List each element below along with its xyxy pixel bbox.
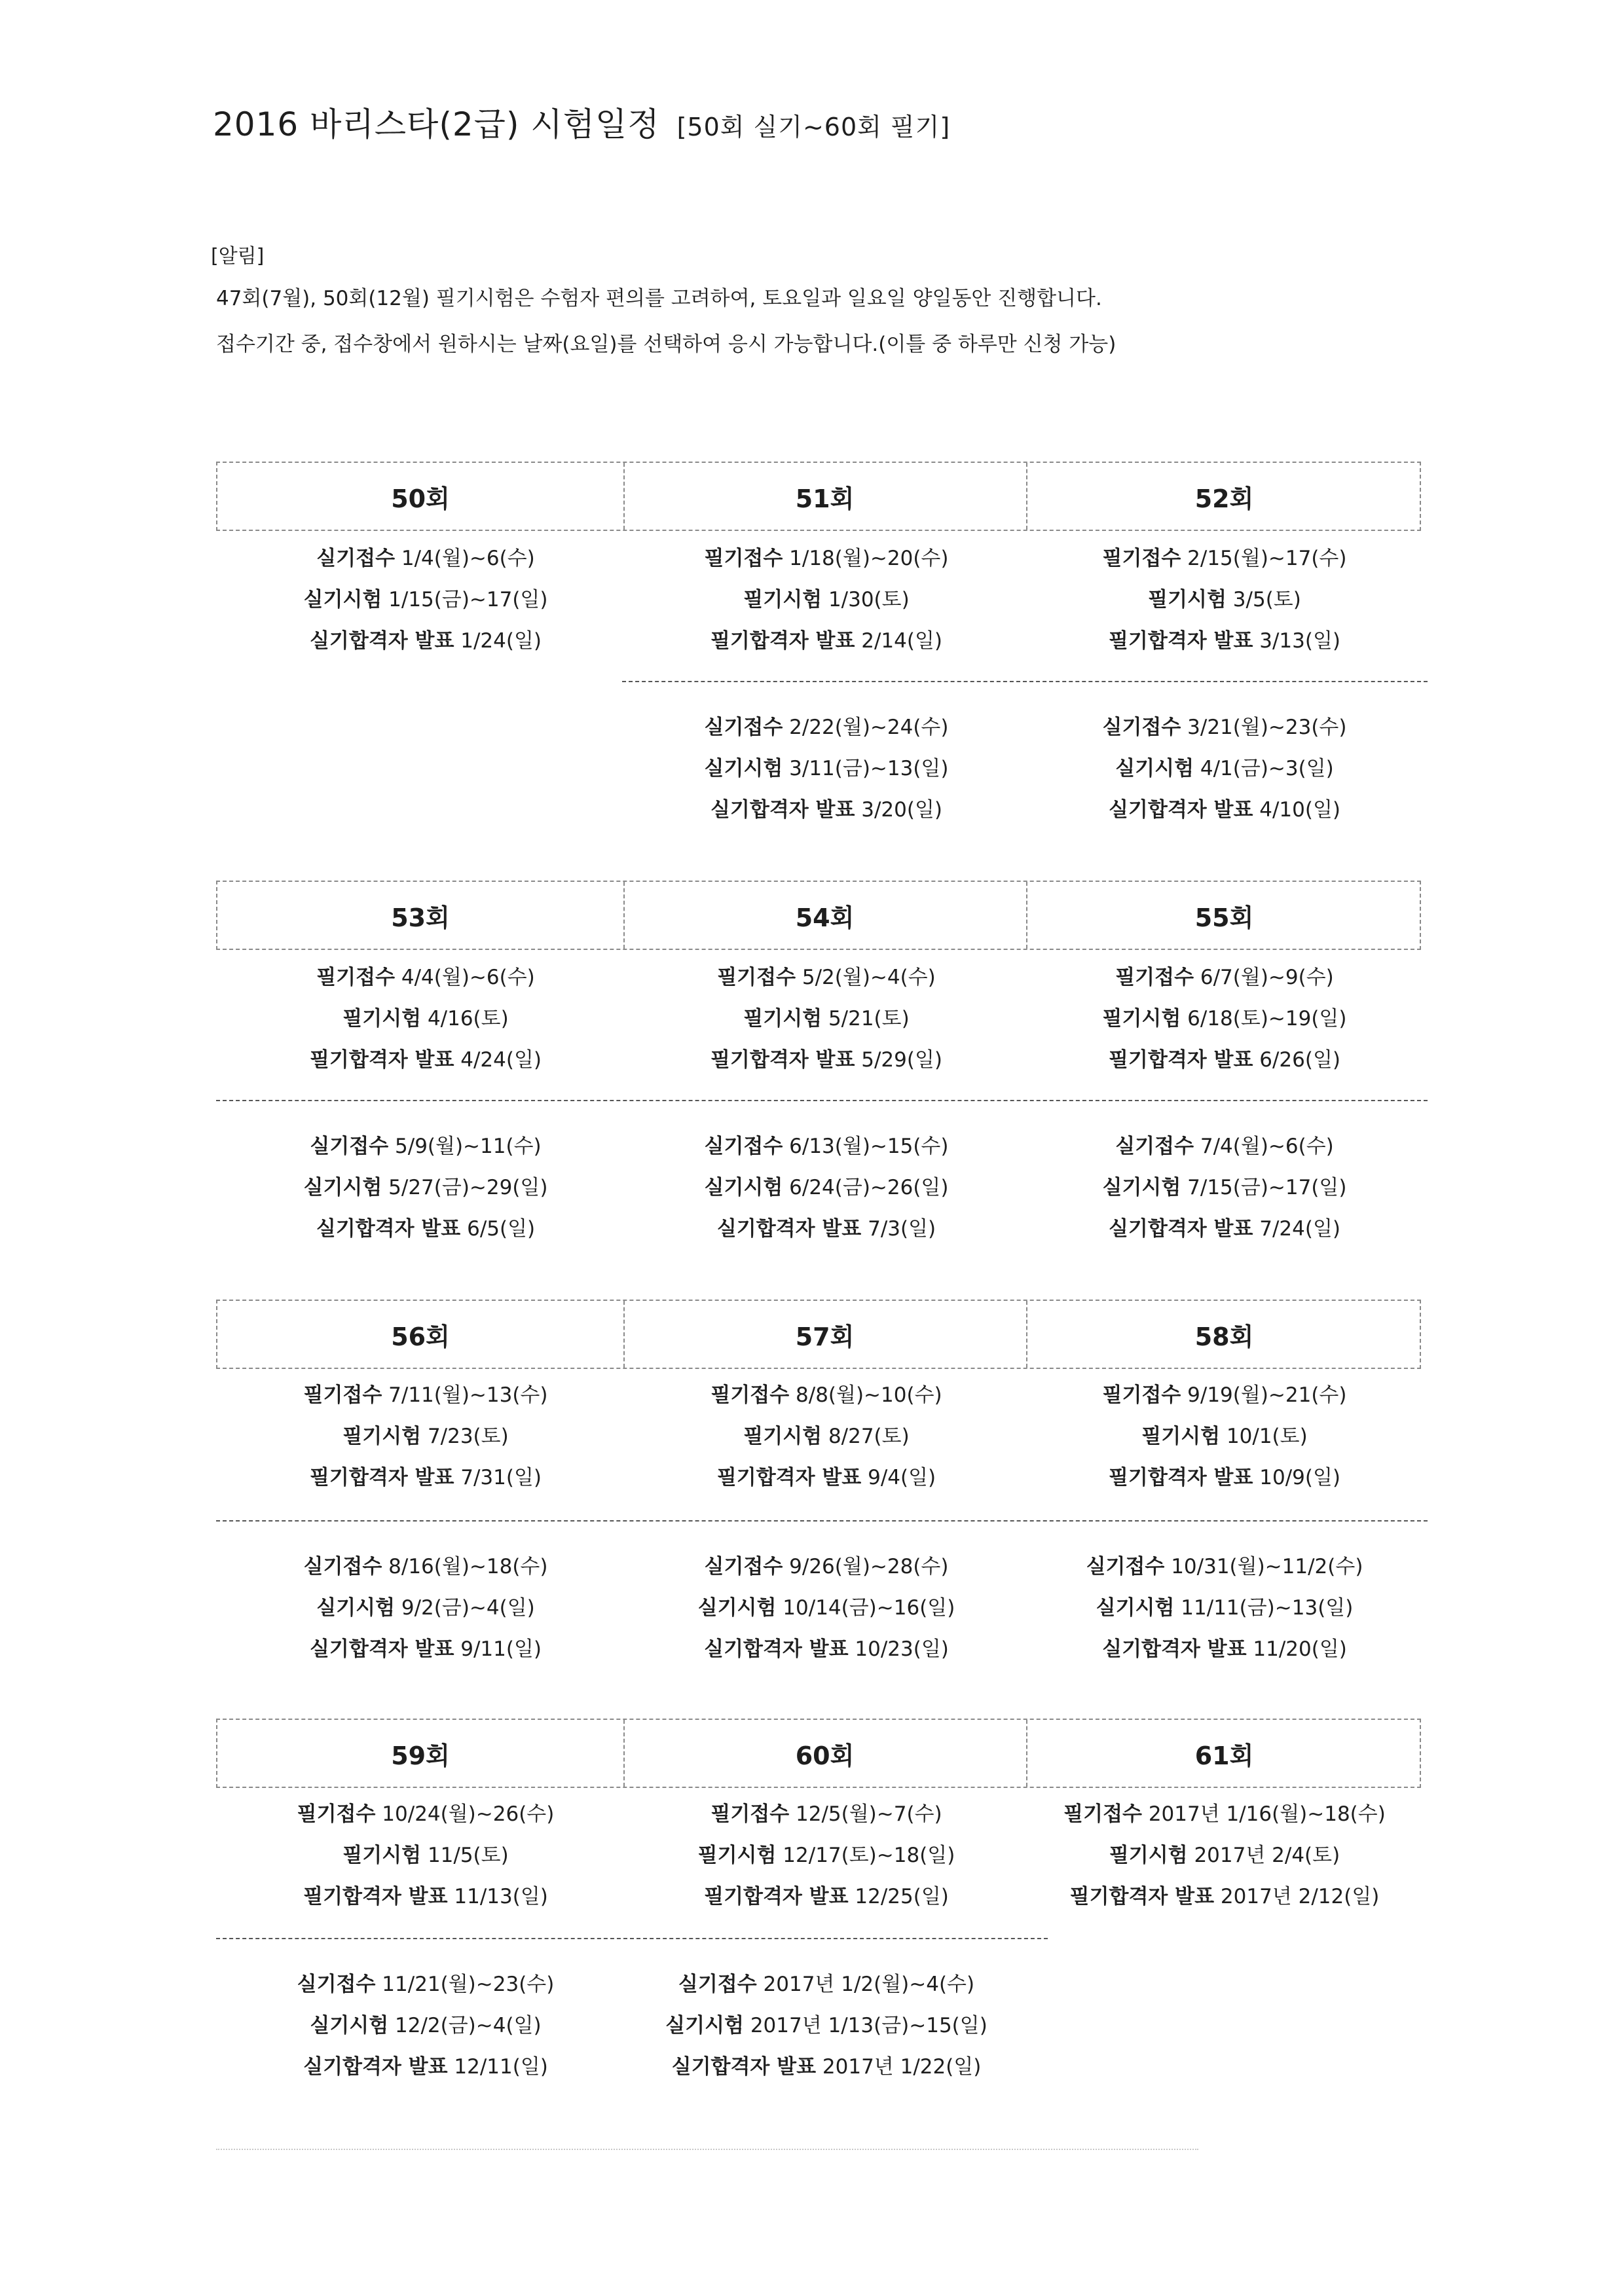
exam-date-value: 10/14(금)~16(일) bbox=[776, 1596, 955, 1620]
exam-date-label: 실기시험 bbox=[1115, 757, 1194, 780]
practical-schedule bbox=[229, 1964, 622, 2088]
written-schedule bbox=[1028, 538, 1421, 662]
registration-label: 실기접수 bbox=[1102, 716, 1181, 739]
exam-date-value: 5/21(토) bbox=[822, 1007, 910, 1030]
written-schedule-result-date bbox=[630, 1040, 1023, 1081]
exam-date-value: 8/27(토) bbox=[822, 1425, 910, 1448]
result-date-label: 실기합격자 발표 bbox=[316, 1217, 461, 1241]
practical-schedule bbox=[630, 1546, 1023, 1670]
result-date-value: 7/31(일) bbox=[454, 1466, 542, 1489]
exam-date-value: 3/5(토) bbox=[1226, 588, 1301, 611]
registration-value: 10/31(월)~11/2(수) bbox=[1164, 1555, 1363, 1578]
exam-date-label: 실기시험 bbox=[704, 757, 783, 780]
practical-schedule-registration bbox=[630, 1126, 1023, 1167]
result-date-value: 9/4(일) bbox=[861, 1466, 936, 1489]
practical-schedule-result-date bbox=[229, 1209, 622, 1250]
registration-value: 10/24(월)~26(수) bbox=[375, 1802, 555, 1826]
practical-schedule-registration bbox=[1028, 1546, 1421, 1588]
registration-value: 3/21(월)~23(수) bbox=[1181, 716, 1347, 739]
practical-schedule bbox=[630, 1126, 1023, 1250]
exam-date-value: 4/1(금)~3(일) bbox=[1194, 757, 1334, 780]
exam-date-value: 4/16(토) bbox=[421, 1007, 509, 1030]
written-schedule-registration bbox=[1028, 957, 1421, 998]
exam-date-label: 필기시험 bbox=[342, 1844, 422, 1867]
registration-label: 필기접수 bbox=[717, 966, 796, 989]
notice-line-2: 접수기간 중, 접수창에서 원하시는 날짜(요일)를 선택하여 응시 가능합니다.(이틀 중 하루만 신청 가능) bbox=[216, 333, 1116, 356]
exam-date-value: 6/18(토)~19(일) bbox=[1181, 1007, 1347, 1030]
registration-label: 필기접수 bbox=[1102, 1383, 1181, 1407]
practical-schedule-exam-date bbox=[1028, 748, 1421, 790]
practical-schedule-result-date bbox=[630, 1629, 1023, 1670]
registration-value: 2/15(월)~17(수) bbox=[1181, 547, 1347, 570]
written-schedule-registration bbox=[630, 1794, 1023, 1835]
header-separator bbox=[623, 463, 625, 530]
section-divider bbox=[216, 1520, 1428, 1522]
written-schedule-registration bbox=[630, 538, 1023, 579]
header-separator bbox=[1026, 1301, 1027, 1368]
written-schedule bbox=[630, 1375, 1023, 1499]
registration-label: 실기접수 bbox=[704, 1555, 783, 1578]
exam-date-value: 1/30(토) bbox=[822, 588, 910, 611]
registration-label: 실기접수 bbox=[1086, 1555, 1165, 1578]
exam-date-label: 실기시험 bbox=[310, 2014, 389, 2037]
registration-value: 9/26(월)~28(수) bbox=[783, 1555, 949, 1578]
exam-date-value: 12/2(금)~4(일) bbox=[388, 2014, 542, 2037]
written-schedule-exam-date bbox=[630, 998, 1023, 1040]
registration-label: 필기접수 bbox=[316, 966, 396, 989]
written-schedule-exam-date bbox=[1028, 1416, 1421, 1457]
result-date-label: 실기합격자 발표 bbox=[1108, 798, 1253, 822]
registration-label: 실기접수 bbox=[704, 1135, 783, 1158]
header-separator bbox=[623, 1301, 625, 1368]
result-date-value: 4/24(일) bbox=[454, 1048, 542, 1072]
registration-label: 실기접수 bbox=[316, 547, 396, 570]
written-schedule-exam-date bbox=[630, 1416, 1023, 1457]
written-schedule-registration bbox=[1028, 538, 1421, 579]
result-date-value: 4/10(일) bbox=[1253, 798, 1341, 822]
round-header-row bbox=[216, 462, 1421, 531]
written-schedule bbox=[229, 1375, 622, 1499]
exam-date-value: 10/1(토) bbox=[1220, 1425, 1308, 1448]
result-date-label: 필기합격자 발표 bbox=[303, 1885, 448, 1908]
round-header-1: 53회 bbox=[391, 903, 450, 932]
exam-date-label: 실기시험 bbox=[704, 1176, 783, 1199]
exam-date-value: 12/17(토)~18(일) bbox=[776, 1844, 955, 1867]
exam-date-label: 실기시험 bbox=[1096, 1596, 1175, 1620]
practical-schedule-registration bbox=[1028, 1126, 1421, 1167]
practical-schedule-result-date bbox=[630, 1209, 1023, 1250]
practical-schedule-result-date bbox=[229, 621, 622, 662]
practical-schedule-exam-date bbox=[630, 748, 1023, 790]
practical-schedule bbox=[229, 538, 622, 662]
written-schedule-result-date bbox=[630, 1876, 1023, 1918]
result-date-value: 7/24(일) bbox=[1253, 1217, 1341, 1241]
registration-label: 필기접수 bbox=[710, 1383, 790, 1407]
registration-value: 9/19(월)~21(수) bbox=[1181, 1383, 1347, 1407]
registration-value: 1/4(월)~6(수) bbox=[395, 547, 535, 570]
practical-schedule-registration bbox=[229, 1126, 622, 1167]
title-sub: [50회 실기~60회 필기] bbox=[676, 113, 951, 141]
registration-label: 필기접수 bbox=[1115, 966, 1194, 989]
practical-schedule bbox=[1028, 1546, 1421, 1670]
result-date-label: 실기합격자 발표 bbox=[309, 629, 454, 653]
result-date-value: 7/3(일) bbox=[861, 1217, 936, 1241]
practical-schedule-registration bbox=[229, 538, 622, 579]
result-date-label: 필기합격자 발표 bbox=[1069, 1885, 1215, 1908]
section-divider bbox=[622, 681, 1428, 682]
registration-value: 12/5(월)~7(수) bbox=[789, 1802, 942, 1826]
registration-label: 실기접수 bbox=[704, 716, 783, 739]
registration-label: 실기접수 bbox=[303, 1555, 382, 1578]
written-schedule-result-date bbox=[630, 1457, 1023, 1499]
result-date-label: 실기합격자 발표 bbox=[710, 798, 855, 822]
exam-date-value: 2017년 1/13(금)~15(일) bbox=[743, 2014, 987, 2037]
registration-label: 실기접수 bbox=[1115, 1135, 1194, 1158]
registration-value: 7/11(월)~13(수) bbox=[382, 1383, 548, 1407]
written-schedule bbox=[630, 957, 1023, 1081]
result-date-label: 필기합격자 발표 bbox=[1108, 1466, 1253, 1489]
practical-schedule-result-date bbox=[1028, 790, 1421, 831]
result-date-value: 2017년 1/22(일) bbox=[816, 2055, 982, 2079]
registration-label: 실기접수 bbox=[310, 1135, 389, 1158]
written-schedule-registration bbox=[1028, 1375, 1421, 1416]
result-date-value: 5/29(일) bbox=[855, 1048, 943, 1072]
round-header-row bbox=[216, 1300, 1421, 1369]
practical-schedule bbox=[1028, 707, 1421, 831]
result-date-value: 2017년 2/12(일) bbox=[1214, 1885, 1380, 1908]
practical-schedule bbox=[229, 1126, 622, 1250]
result-date-value: 10/9(일) bbox=[1253, 1466, 1341, 1489]
written-schedule bbox=[1028, 1794, 1421, 1918]
header-separator bbox=[1026, 882, 1027, 949]
exam-date-label: 실기시험 bbox=[665, 2014, 744, 2037]
written-schedule-registration bbox=[630, 957, 1023, 998]
document-title bbox=[213, 98, 950, 145]
written-schedule-exam-date bbox=[1028, 579, 1421, 621]
result-date-label: 필기합격자 발표 bbox=[1108, 629, 1253, 653]
round-header-2: 54회 bbox=[795, 903, 855, 932]
registration-label: 실기접수 bbox=[297, 1973, 376, 1996]
practical-schedule-exam-date bbox=[229, 2005, 622, 2047]
result-date-value: 6/26(일) bbox=[1253, 1048, 1341, 1072]
result-date-label: 실기합격자 발표 bbox=[716, 1217, 862, 1241]
result-date-value: 3/20(일) bbox=[855, 798, 943, 822]
practical-schedule-exam-date bbox=[630, 1167, 1023, 1209]
registration-label: 필기접수 bbox=[297, 1802, 376, 1826]
written-schedule bbox=[229, 1794, 622, 1918]
exam-date-label: 실기시험 bbox=[316, 1596, 396, 1620]
result-date-label: 실기합격자 발표 bbox=[303, 2055, 448, 2079]
practical-schedule-exam-date bbox=[630, 2005, 1023, 2047]
written-schedule-result-date bbox=[229, 1040, 622, 1081]
exam-date-value: 3/11(금)~13(일) bbox=[783, 757, 949, 780]
footer-divider bbox=[216, 2149, 1198, 2150]
exam-date-value: 7/23(토) bbox=[421, 1425, 509, 1448]
exam-date-label: 실기시험 bbox=[303, 1176, 382, 1199]
written-schedule-exam-date bbox=[630, 579, 1023, 621]
result-date-label: 필기합격자 발표 bbox=[704, 1885, 849, 1908]
practical-schedule-exam-date bbox=[630, 1588, 1023, 1629]
written-schedule-registration bbox=[229, 1794, 622, 1835]
notice-line-1: 47회(7월), 50회(12월) 필기시험은 수험자 편의를 고려하여, 토요일과 일요일 양일동안 진행합니다. bbox=[216, 287, 1102, 310]
result-date-value: 12/25(일) bbox=[848, 1885, 949, 1908]
written-schedule bbox=[229, 957, 622, 1081]
result-date-value: 1/24(일) bbox=[454, 629, 542, 653]
result-date-label: 실기합격자 발표 bbox=[309, 1637, 454, 1661]
registration-value: 8/16(월)~18(수) bbox=[382, 1555, 548, 1578]
result-date-value: 9/11(일) bbox=[454, 1637, 542, 1661]
registration-label: 필기접수 bbox=[710, 1802, 790, 1826]
practical-schedule-exam-date bbox=[1028, 1588, 1421, 1629]
round-header-1: 56회 bbox=[391, 1322, 450, 1351]
exam-date-label: 필기시험 bbox=[342, 1425, 422, 1448]
header-separator bbox=[1026, 1720, 1027, 1787]
registration-value: 2017년 1/2(월)~4(수) bbox=[756, 1973, 975, 1996]
result-date-value: 11/20(일) bbox=[1246, 1637, 1347, 1661]
registration-value: 11/21(월)~23(수) bbox=[375, 1973, 555, 1996]
exam-date-label: 필기시험 bbox=[743, 1007, 822, 1030]
registration-label: 필기접수 bbox=[1102, 547, 1181, 570]
notice-label: [알림] bbox=[211, 245, 265, 268]
section-divider bbox=[216, 1100, 1428, 1101]
registration-value: 6/7(월)~9(수) bbox=[1194, 966, 1334, 989]
result-date-value: 11/13(일) bbox=[447, 1885, 548, 1908]
exam-date-label: 필기시험 bbox=[697, 1844, 777, 1867]
exam-date-value: 9/2(금)~4(일) bbox=[395, 1596, 535, 1620]
practical-schedule bbox=[630, 707, 1023, 831]
round-header-row bbox=[216, 1719, 1421, 1788]
written-schedule-exam-date bbox=[630, 1835, 1023, 1876]
practical-schedule-result-date bbox=[1028, 1209, 1421, 1250]
result-date-label: 필기합격자 발표 bbox=[309, 1048, 454, 1072]
registration-value: 2/22(월)~24(수) bbox=[783, 716, 949, 739]
written-schedule-exam-date bbox=[229, 998, 622, 1040]
practical-schedule-result-date bbox=[630, 2047, 1023, 2088]
exam-date-value: 1/15(금)~17(일) bbox=[382, 588, 548, 611]
written-schedule-exam-date bbox=[229, 1835, 622, 1876]
exam-date-label: 필기시험 bbox=[1102, 1007, 1181, 1030]
written-schedule-exam-date bbox=[229, 1416, 622, 1457]
exam-date-value: 6/24(금)~26(일) bbox=[783, 1176, 949, 1199]
exam-date-label: 필기시험 bbox=[1109, 1844, 1188, 1867]
exam-date-value: 2017년 2/4(토) bbox=[1187, 1844, 1340, 1867]
header-separator bbox=[623, 1720, 625, 1787]
result-date-label: 필기합격자 발표 bbox=[716, 1466, 862, 1489]
exam-date-label: 필기시험 bbox=[1141, 1425, 1221, 1448]
registration-value: 5/2(월)~4(수) bbox=[796, 966, 936, 989]
result-date-label: 실기합격자 발표 bbox=[1102, 1637, 1247, 1661]
registration-value: 7/4(월)~6(수) bbox=[1194, 1135, 1334, 1158]
practical-schedule bbox=[630, 1964, 1023, 2088]
practical-schedule-registration bbox=[630, 1546, 1023, 1588]
practical-schedule-exam-date bbox=[229, 1167, 622, 1209]
result-date-label: 필기합격자 발표 bbox=[710, 629, 855, 653]
exam-date-value: 11/5(토) bbox=[421, 1844, 509, 1867]
round-header-row bbox=[216, 881, 1421, 950]
exam-date-label: 실기시험 bbox=[303, 588, 382, 611]
result-date-label: 실기합격자 발표 bbox=[671, 2055, 817, 2079]
practical-schedule-result-date bbox=[229, 1629, 622, 1670]
result-date-value: 3/13(일) bbox=[1253, 629, 1341, 653]
written-schedule-result-date bbox=[1028, 1876, 1421, 1918]
written-schedule-result-date bbox=[1028, 1457, 1421, 1499]
registration-value: 8/8(월)~10(수) bbox=[789, 1383, 942, 1407]
practical-schedule-registration bbox=[229, 1546, 622, 1588]
title-main: 2016 바리스타(2급) 시험일정 bbox=[213, 105, 660, 143]
registration-label: 필기접수 bbox=[303, 1383, 382, 1407]
result-date-label: 실기합격자 발표 bbox=[704, 1637, 849, 1661]
practical-schedule-result-date bbox=[630, 790, 1023, 831]
registration-value: 4/4(월)~6(수) bbox=[395, 966, 535, 989]
practical-schedule-registration bbox=[229, 1964, 622, 2005]
round-header-2: 57회 bbox=[795, 1322, 855, 1351]
written-schedule bbox=[630, 538, 1023, 662]
exam-date-value: 7/15(금)~17(일) bbox=[1181, 1176, 1347, 1199]
written-schedule bbox=[1028, 957, 1421, 1081]
round-header-3: 52회 bbox=[1194, 484, 1254, 513]
registration-value: 6/13(월)~15(수) bbox=[783, 1135, 949, 1158]
practical-schedule-result-date bbox=[1028, 1629, 1421, 1670]
written-schedule-result-date bbox=[229, 1876, 622, 1918]
written-schedule bbox=[1028, 1375, 1421, 1499]
header-separator bbox=[623, 882, 625, 949]
result-date-value: 6/5(일) bbox=[460, 1217, 536, 1241]
registration-label: 필기접수 bbox=[1063, 1802, 1142, 1826]
registration-value: 5/9(월)~11(수) bbox=[388, 1135, 542, 1158]
registration-label: 필기접수 bbox=[704, 547, 783, 570]
result-date-value: 10/23(일) bbox=[848, 1637, 949, 1661]
practical-schedule-result-date bbox=[229, 2047, 622, 2088]
written-schedule-result-date bbox=[1028, 621, 1421, 662]
header-separator bbox=[1026, 463, 1027, 530]
result-date-value: 2/14(일) bbox=[855, 629, 943, 653]
exam-date-label: 필기시험 bbox=[743, 1425, 822, 1448]
written-schedule-exam-date bbox=[1028, 1835, 1421, 1876]
practical-schedule-registration bbox=[630, 707, 1023, 748]
registration-value: 2017년 1/16(월)~18(수) bbox=[1141, 1802, 1386, 1826]
round-header-2: 51회 bbox=[795, 484, 855, 513]
practical-schedule bbox=[229, 1546, 622, 1670]
practical-schedule-exam-date bbox=[1028, 1167, 1421, 1209]
round-header-3: 61회 bbox=[1194, 1741, 1254, 1770]
round-header-3: 55회 bbox=[1194, 903, 1254, 932]
result-date-label: 필기합격자 발표 bbox=[1108, 1048, 1253, 1072]
result-date-value: 12/11(일) bbox=[447, 2055, 548, 2079]
result-date-label: 필기합격자 발표 bbox=[710, 1048, 855, 1072]
round-header-1: 59회 bbox=[391, 1741, 450, 1770]
exam-date-label: 필기시험 bbox=[342, 1007, 422, 1030]
practical-schedule-registration bbox=[630, 1964, 1023, 2005]
written-schedule-registration bbox=[630, 1375, 1023, 1416]
written-schedule-registration bbox=[229, 957, 622, 998]
written-schedule-exam-date bbox=[1028, 998, 1421, 1040]
written-schedule bbox=[630, 1794, 1023, 1918]
exam-date-label: 필기시험 bbox=[1148, 588, 1227, 611]
exam-date-label: 실기시험 bbox=[1102, 1176, 1181, 1199]
practical-schedule-exam-date bbox=[229, 579, 622, 621]
written-schedule-result-date bbox=[1028, 1040, 1421, 1081]
exam-date-value: 11/11(금)~13(일) bbox=[1174, 1596, 1354, 1620]
exam-date-value: 5/27(금)~29(일) bbox=[382, 1176, 548, 1199]
registration-value: 1/18(월)~20(수) bbox=[783, 547, 949, 570]
written-schedule-result-date bbox=[630, 621, 1023, 662]
practical-schedule-registration bbox=[1028, 707, 1421, 748]
written-schedule-registration bbox=[1028, 1794, 1421, 1835]
section-divider bbox=[216, 1938, 1048, 1939]
round-header-2: 60회 bbox=[795, 1741, 855, 1770]
result-date-label: 실기합격자 발표 bbox=[1108, 1217, 1253, 1241]
result-date-label: 필기합격자 발표 bbox=[309, 1466, 454, 1489]
written-schedule-registration bbox=[229, 1375, 622, 1416]
round-header-1: 50회 bbox=[391, 484, 450, 513]
registration-label: 실기접수 bbox=[678, 1973, 757, 1996]
exam-date-label: 필기시험 bbox=[743, 588, 822, 611]
exam-date-label: 실기시험 bbox=[697, 1596, 777, 1620]
written-schedule-result-date bbox=[229, 1457, 622, 1499]
round-header-3: 58회 bbox=[1194, 1322, 1254, 1351]
practical-schedule-exam-date bbox=[229, 1588, 622, 1629]
practical-schedule bbox=[1028, 1126, 1421, 1250]
